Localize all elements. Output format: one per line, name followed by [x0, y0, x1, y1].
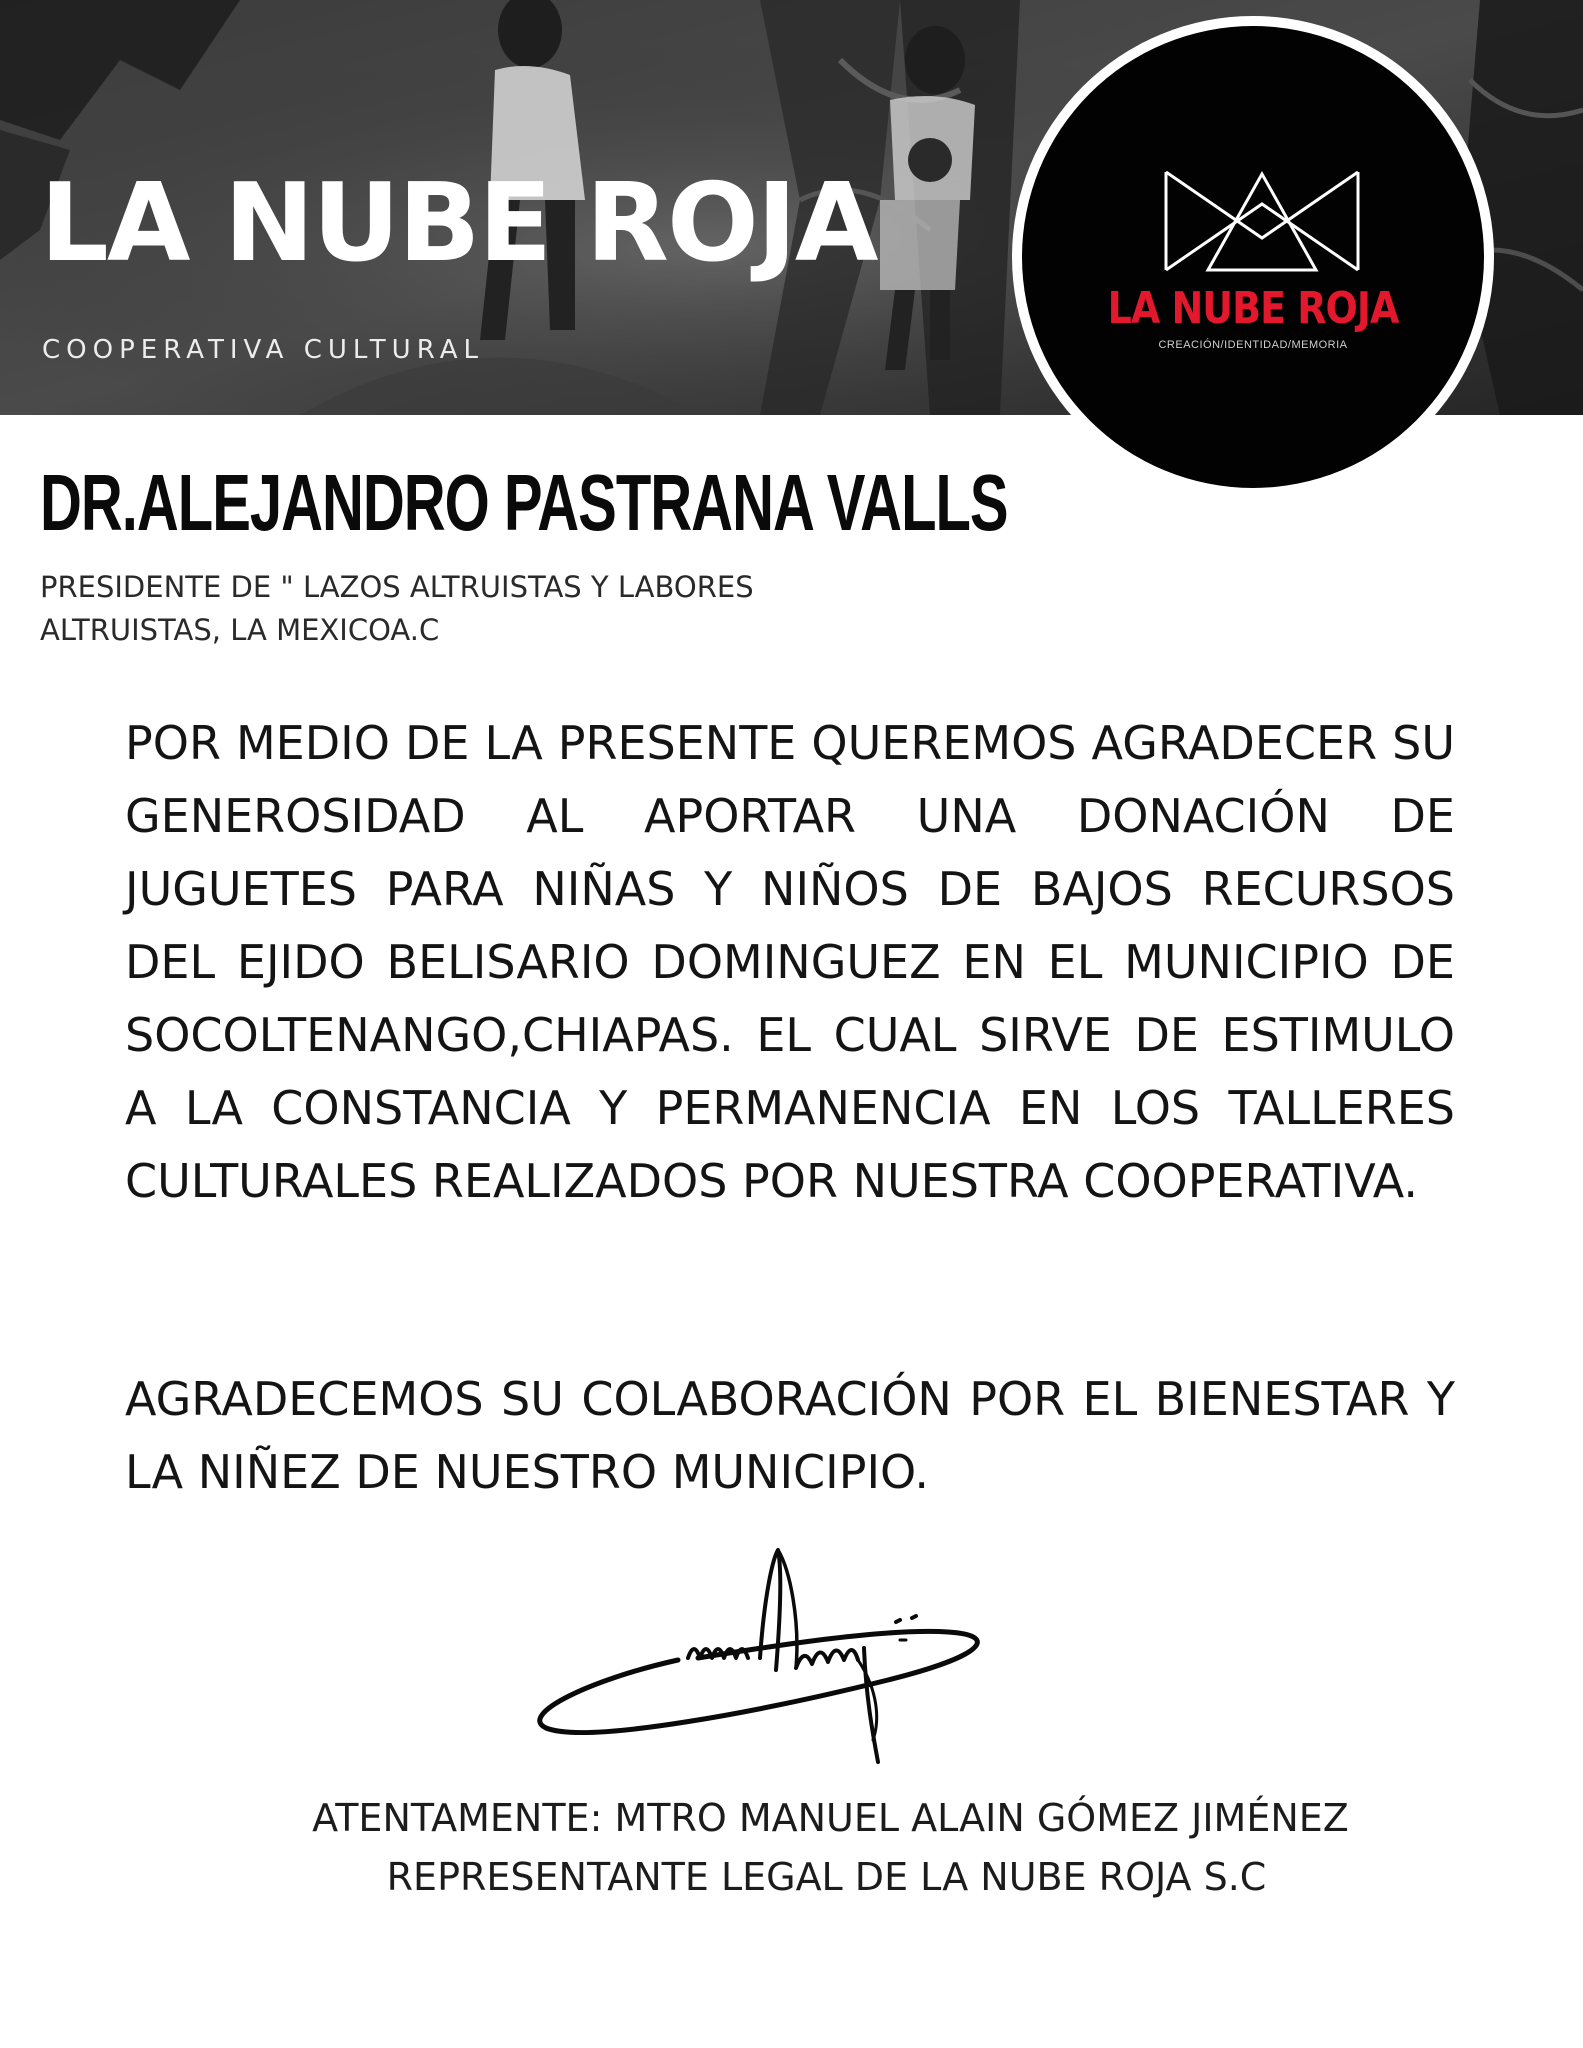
signoff-title: REPRESENTANTE LEGAL DE LA NUBE ROJA S.C: [386, 1855, 1267, 1899]
letter-closing: AGRADECEMOS SU COLABORACIÓN POR EL BIENESTAR Y LA NIÑEZ DE NUESTRO MUNICIPIO.: [125, 1372, 1455, 1499]
brand-title: LA NUBE ROJA: [40, 161, 877, 286]
letter-body: POR MEDIO DE LA PRESENTE QUEREMOS AGRADECER SU GENEROSIDAD AL APORTAR UNA DONACIÓN DE JUGUETES PARA NIÑAS Y NIÑOS DE BAJOS RECURSOS DEL EJIDO BELISARIO DOMINGUEZ EN EL MUNICIPIO DE SOCOLTENANGO,CHIAPAS. EL CUAL SIRVE DE ESTIMULO A LA CONSTANCIA Y PERMANENCIA EN LOS TALLERES CULTURALES REALIZADOS POR NUESTRA COOPERATIVA.: [125, 716, 1455, 1208]
recipient-role: PRESIDENTE DE " LAZOS ALTRUISTAS Y LABORES ALTRUISTAS, LA MEXICOA.C: [40, 570, 754, 647]
logo-name: LA NUBE ROJA: [1107, 282, 1399, 334]
logo-tagline: CREACIÓN/IDENTIDAD/MEMORIA: [1158, 339, 1348, 351]
logo-triangle-bowtie-icon: [1162, 166, 1362, 276]
signature-image: [528, 1540, 1008, 1780]
logo-badge: [1012, 16, 1494, 498]
signoff-signer: ATENTAMENTE: MTRO MANUEL ALAIN GÓMEZ JIMÉNEZ: [312, 1796, 1349, 1840]
signoff-block: [0, 1789, 1583, 1907]
brand-subtitle: COOPERATIVA CULTURAL: [42, 335, 484, 365]
recipient-name: DR.ALEJANDRO PASTRANA VALLS: [40, 458, 1008, 549]
logo-disc: [1022, 26, 1484, 488]
